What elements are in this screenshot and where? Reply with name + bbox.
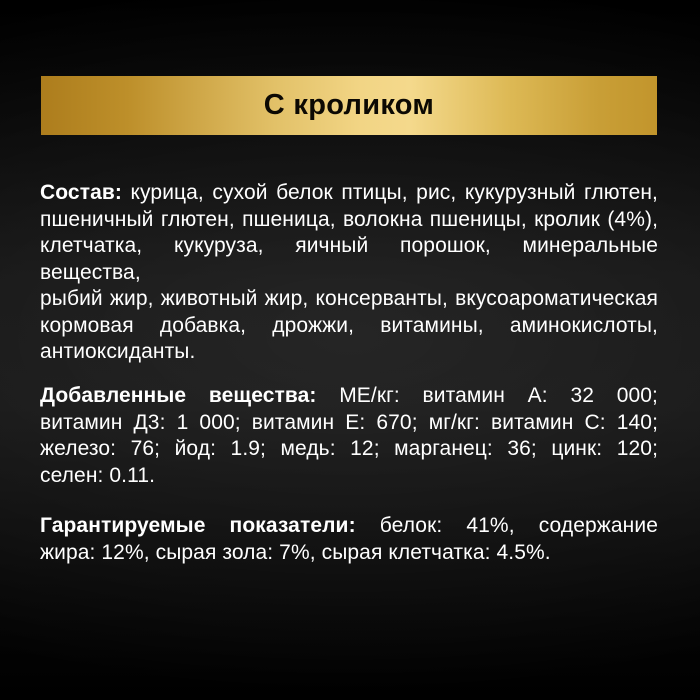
flavor-banner: [41, 76, 657, 135]
guaranteed-line: [40, 513, 658, 540]
composition-line: [40, 180, 658, 207]
additives-section: [40, 383, 658, 489]
composition-line: антиоксиданты.: [40, 340, 196, 363]
guaranteed-analysis-section: [40, 513, 658, 566]
additives-line: витамин Д3: 1 000; витамин Е: 670; мг/кг: витамин С: 140;: [40, 410, 658, 434]
guaranteed-line-text: белок: 41%, содержание: [355, 514, 658, 537]
composition-line: рыбий жир, животный жир, консерванты, вкусоароматическая: [40, 287, 658, 310]
composition-line: клетчатка, кукуруза, яичный порошок, минеральные вещества,: [40, 234, 658, 284]
composition-section: [40, 180, 658, 366]
additives-line: селен: 0.11.: [40, 463, 156, 487]
composition-line-text: курица, сухой белок птицы, рис, кукурузный глютен,: [121, 181, 658, 204]
composition-line: пшеничный глютен, пшеница, волокна пшеницы, кролик (4%),: [40, 207, 658, 231]
additives-line: железо: 76; йод: 1.9; медь: 12; марганец: 36; цинк: 120;: [40, 437, 658, 460]
additives-line-text: МЕ/кг: витамин А: 32 000;: [316, 384, 658, 407]
guaranteed-heading: Гарантируемые показатели:: [40, 514, 356, 537]
additives-heading: Добавленные вещества:: [40, 384, 317, 407]
guaranteed-line: жира: 12%, сырая зола: 7%, сырая клетчатка: 4.5%.: [40, 540, 551, 564]
additives-line: [40, 383, 658, 410]
flavor-title: С кроликом: [263, 89, 435, 121]
label-text-content: [40, 180, 658, 566]
composition-line: кормовая добавка, дрожжи, витамины, аминокислоты,: [40, 313, 658, 337]
composition-heading: Состав:: [40, 181, 122, 204]
